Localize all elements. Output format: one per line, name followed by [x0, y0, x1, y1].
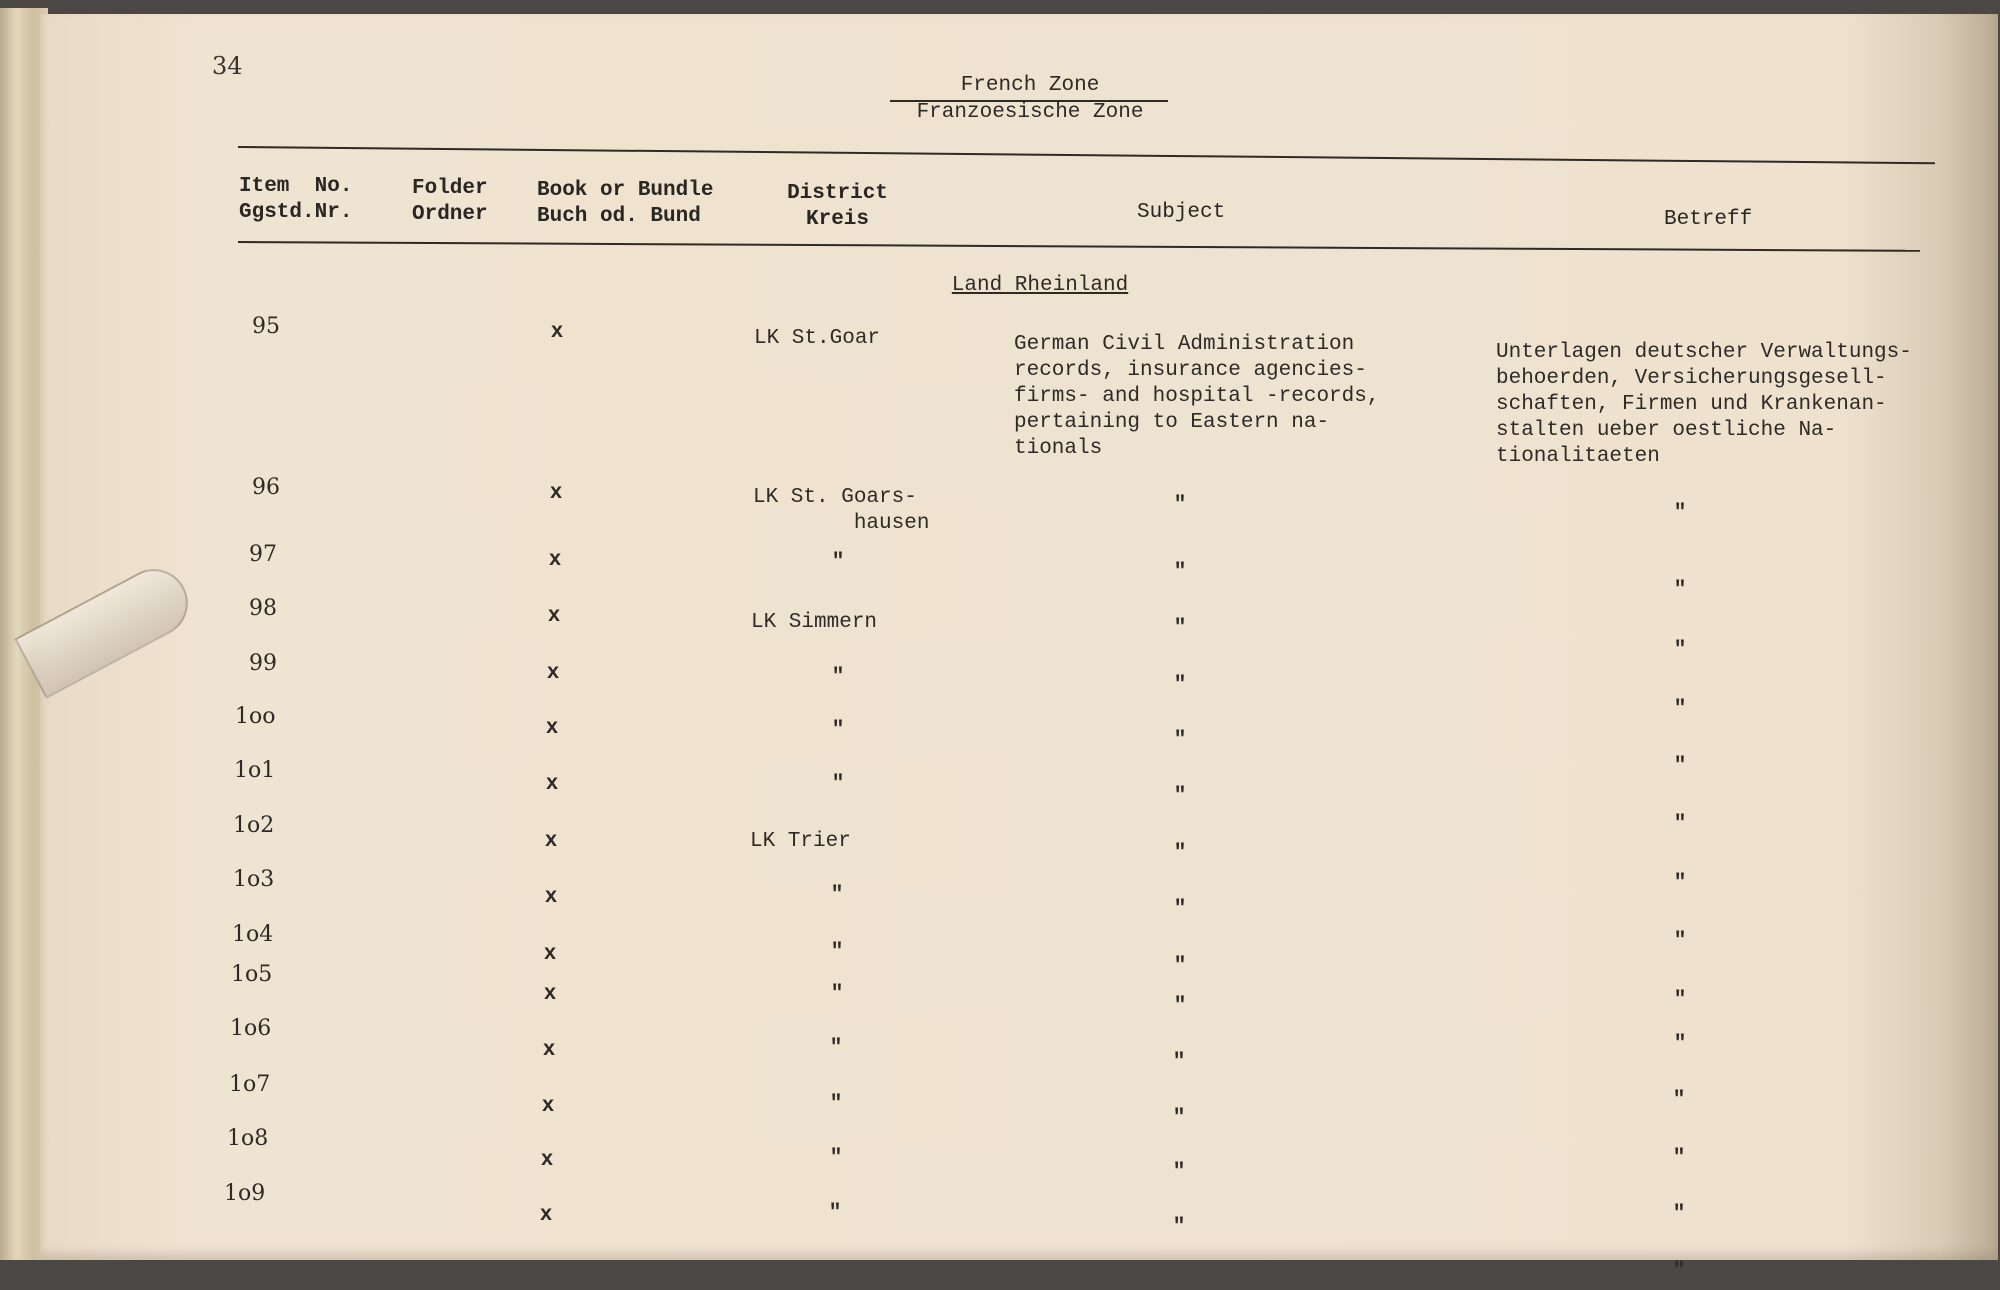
page-clip — [14, 557, 200, 699]
subject: " — [1172, 1051, 1186, 1074]
book-mark: x — [539, 1204, 553, 1227]
item-number: 1o4 — [232, 922, 274, 947]
item-number: 1o6 — [230, 1016, 272, 1041]
subject: " — [1172, 1216, 1186, 1239]
book-mark: x — [541, 1095, 555, 1118]
betreff: " — [1673, 872, 1687, 895]
item-number: 1o2 — [233, 813, 275, 838]
betreff: " — [1673, 639, 1687, 662]
district: " — [830, 884, 844, 907]
table-row — [0, 542, 2000, 602]
table-row — [0, 1181, 2000, 1283]
district: LK Simmern — [751, 611, 878, 634]
item-number: 1o5 — [231, 962, 273, 987]
subject: " — [1173, 785, 1187, 808]
betreff: " — [1672, 1147, 1686, 1170]
item-number: 1o9 — [224, 1181, 266, 1206]
betreff: " — [1672, 1203, 1686, 1226]
item-number: 1o3 — [233, 867, 275, 892]
header-subject: Subject — [1137, 201, 1226, 224]
item-number: 99 — [249, 651, 277, 676]
district: " — [830, 983, 844, 1006]
header-betreff: Betreff — [1664, 208, 1753, 231]
item-number: 1oo — [235, 704, 276, 729]
book-mark: x — [544, 886, 558, 909]
subject: " — [1173, 561, 1187, 584]
betreff: " — [1673, 930, 1687, 953]
document-title: French Zone — [960, 74, 1100, 97]
betreff: " — [1673, 579, 1687, 602]
subject: " — [1173, 729, 1187, 752]
book-mark: x — [545, 773, 559, 796]
subject: German Civil Administration records, insurance agencies- firms- and hospital -records, pertaining to Eastern na- tionals — [1014, 333, 1380, 460]
subject: " — [1173, 995, 1187, 1018]
subject: " — [1173, 674, 1187, 697]
betreff: " — [1673, 989, 1687, 1012]
subject: " — [1173, 842, 1187, 865]
book-mark: x — [543, 943, 557, 966]
book-mark: x — [547, 605, 561, 628]
district: " — [831, 773, 845, 796]
subject: " — [1172, 1107, 1186, 1130]
betreff: " — [1672, 1260, 1686, 1283]
book-mark: x — [544, 830, 558, 853]
section-heading: Land Rheinland — [951, 274, 1129, 297]
subject: " — [1173, 955, 1187, 978]
betreff: " — [1673, 502, 1687, 525]
book-mark: x — [549, 482, 563, 505]
item-number: 1o7 — [229, 1072, 271, 1097]
betreff: " — [1673, 698, 1687, 721]
subject: " — [1173, 494, 1187, 517]
item-number: 97 — [249, 542, 277, 567]
betreff: " — [1673, 1033, 1687, 1056]
book-mark: x — [545, 717, 559, 740]
item-number: 95 — [252, 314, 280, 339]
item-number: 96 — [252, 475, 280, 500]
district: " — [831, 666, 845, 689]
book-mark: x — [550, 321, 564, 344]
document-subtitle: Franzoesische Zone — [916, 101, 1144, 124]
header-district: District Kreis — [787, 182, 888, 231]
subject: " — [1173, 617, 1187, 640]
item-number: 98 — [249, 596, 277, 621]
book-mark: x — [540, 1149, 554, 1172]
district: LK St.Goar — [754, 327, 881, 350]
district: " — [831, 719, 845, 742]
betreff: " — [1673, 813, 1687, 836]
book-mark: x — [546, 662, 560, 685]
district: " — [829, 1093, 843, 1116]
district: LK St. Goars- hausen — [753, 486, 930, 535]
book-mark: x — [542, 1039, 556, 1062]
district: LK Trier — [750, 830, 851, 853]
district: " — [831, 551, 845, 574]
header-book-bundle: Book or Bundle Buch od. Bund — [537, 179, 714, 228]
betreff: " — [1673, 755, 1687, 778]
district: " — [830, 941, 844, 964]
betreff: Unterlagen deutscher Verwaltungs- behoerden, Versicherungsgesell- schaften, Firmen und Krankenan- stalten ueber oestliche Na- tionalitaeten — [1496, 341, 1912, 468]
subject: " — [1172, 1161, 1186, 1184]
subject: " — [1173, 898, 1187, 921]
item-number: 1o1 — [234, 758, 276, 783]
header-item-no: Item No. Ggstd.Nr. — [239, 175, 353, 224]
district: " — [829, 1147, 843, 1170]
page-number: 34 — [212, 52, 243, 80]
book-mark: x — [548, 549, 562, 572]
betreff: " — [1672, 1089, 1686, 1112]
table-row — [0, 314, 2000, 468]
table-row — [0, 475, 2000, 535]
table-row — [0, 596, 2000, 662]
district: " — [828, 1202, 842, 1225]
item-number: 1o8 — [227, 1126, 269, 1151]
book-mark: x — [543, 983, 557, 1006]
district: " — [829, 1037, 843, 1060]
header-folder: Folder Ordner — [412, 177, 488, 226]
